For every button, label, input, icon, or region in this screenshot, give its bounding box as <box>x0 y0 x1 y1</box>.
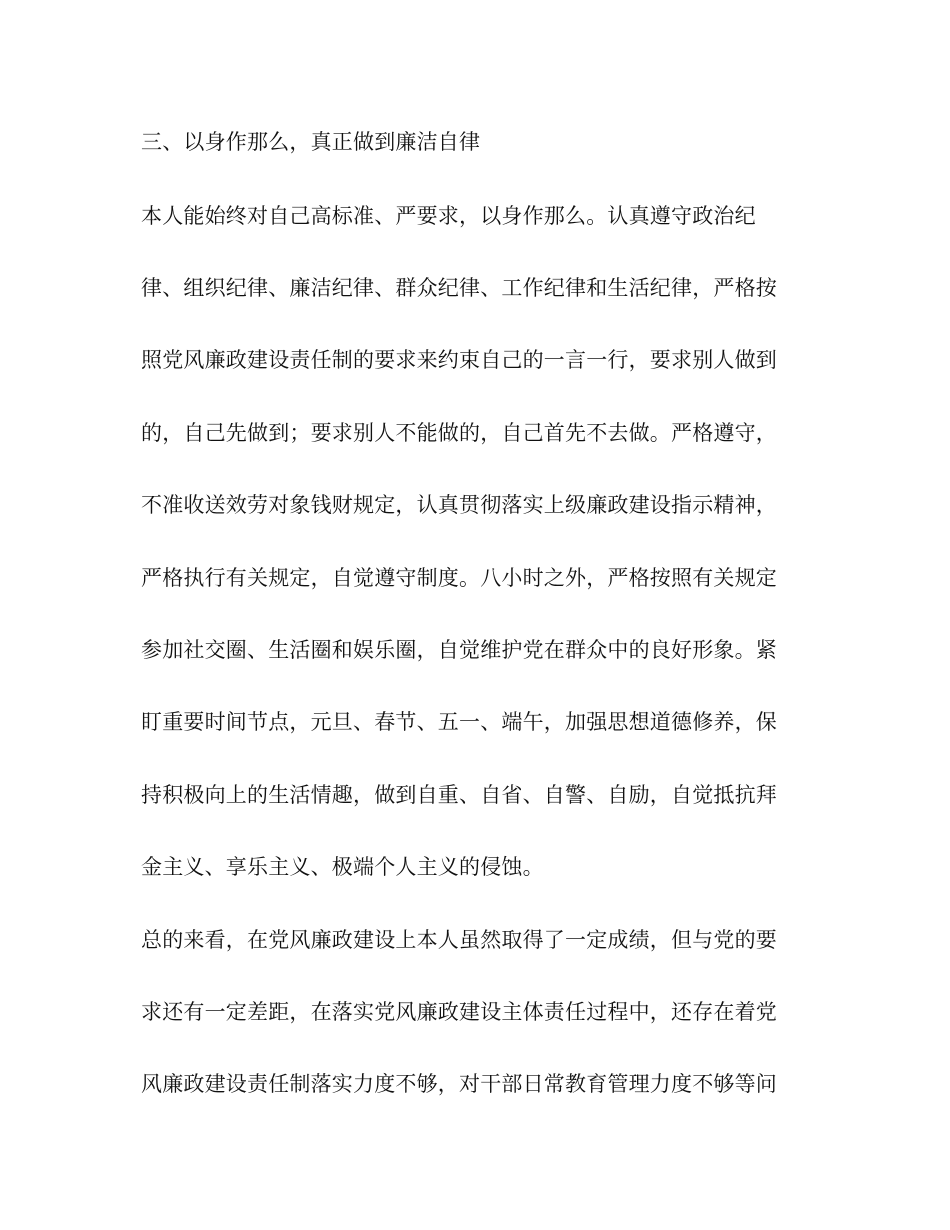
body-line: 严格执行有关规定，自觉遵守制度。八小时之外，严格按照有关规定 <box>141 566 777 590</box>
body-line: 律、组织纪律、廉洁纪律、群众纪律、工作纪律和生活纪律，严格按 <box>141 276 777 300</box>
body-line: 持积极向上的生活情趣，做到自重、自省、自警、自励，自觉抵抗拜 <box>141 783 777 807</box>
body-line: 的，自己先做到；要求别人不能做的，自己首先不去做。严格遵守， <box>141 421 777 445</box>
body-line: 求还有一定差距，在落实党风廉政建设主体责任过程中，还存在着党 <box>141 1000 777 1024</box>
body-line: 本人能始终对自己高标准、严要求，以身作那么。认真遵守政治纪 <box>141 204 756 228</box>
body-line: 参加社交圈、生活圈和娱乐圈，自觉维护党在群众中的良好形象。紧 <box>141 638 777 662</box>
body-line: 金主义、享乐主义、极端个人主义的侵蚀。 <box>141 855 544 879</box>
section-heading: 三、以身作那么，真正做到廉洁自律 <box>141 130 481 154</box>
body-line: 照党风廉政建设责任制的要求来约束自己的一言一行，要求别人做到 <box>141 348 777 372</box>
body-line: 总的来看，在党风廉政建设上本人虽然取得了一定成绩，但与党的要 <box>141 928 777 952</box>
body-line: 盯重要时间节点，元旦、春节、五一、端午，加强思想道德修养，保 <box>141 710 777 734</box>
body-line: 风廉政建设责任制落实力度不够，对干部日常教育管理力度不够等问 <box>141 1072 777 1096</box>
body-line: 不准收送效劳对象钱财规定，认真贯彻落实上级廉政建设指示精神， <box>141 493 777 517</box>
